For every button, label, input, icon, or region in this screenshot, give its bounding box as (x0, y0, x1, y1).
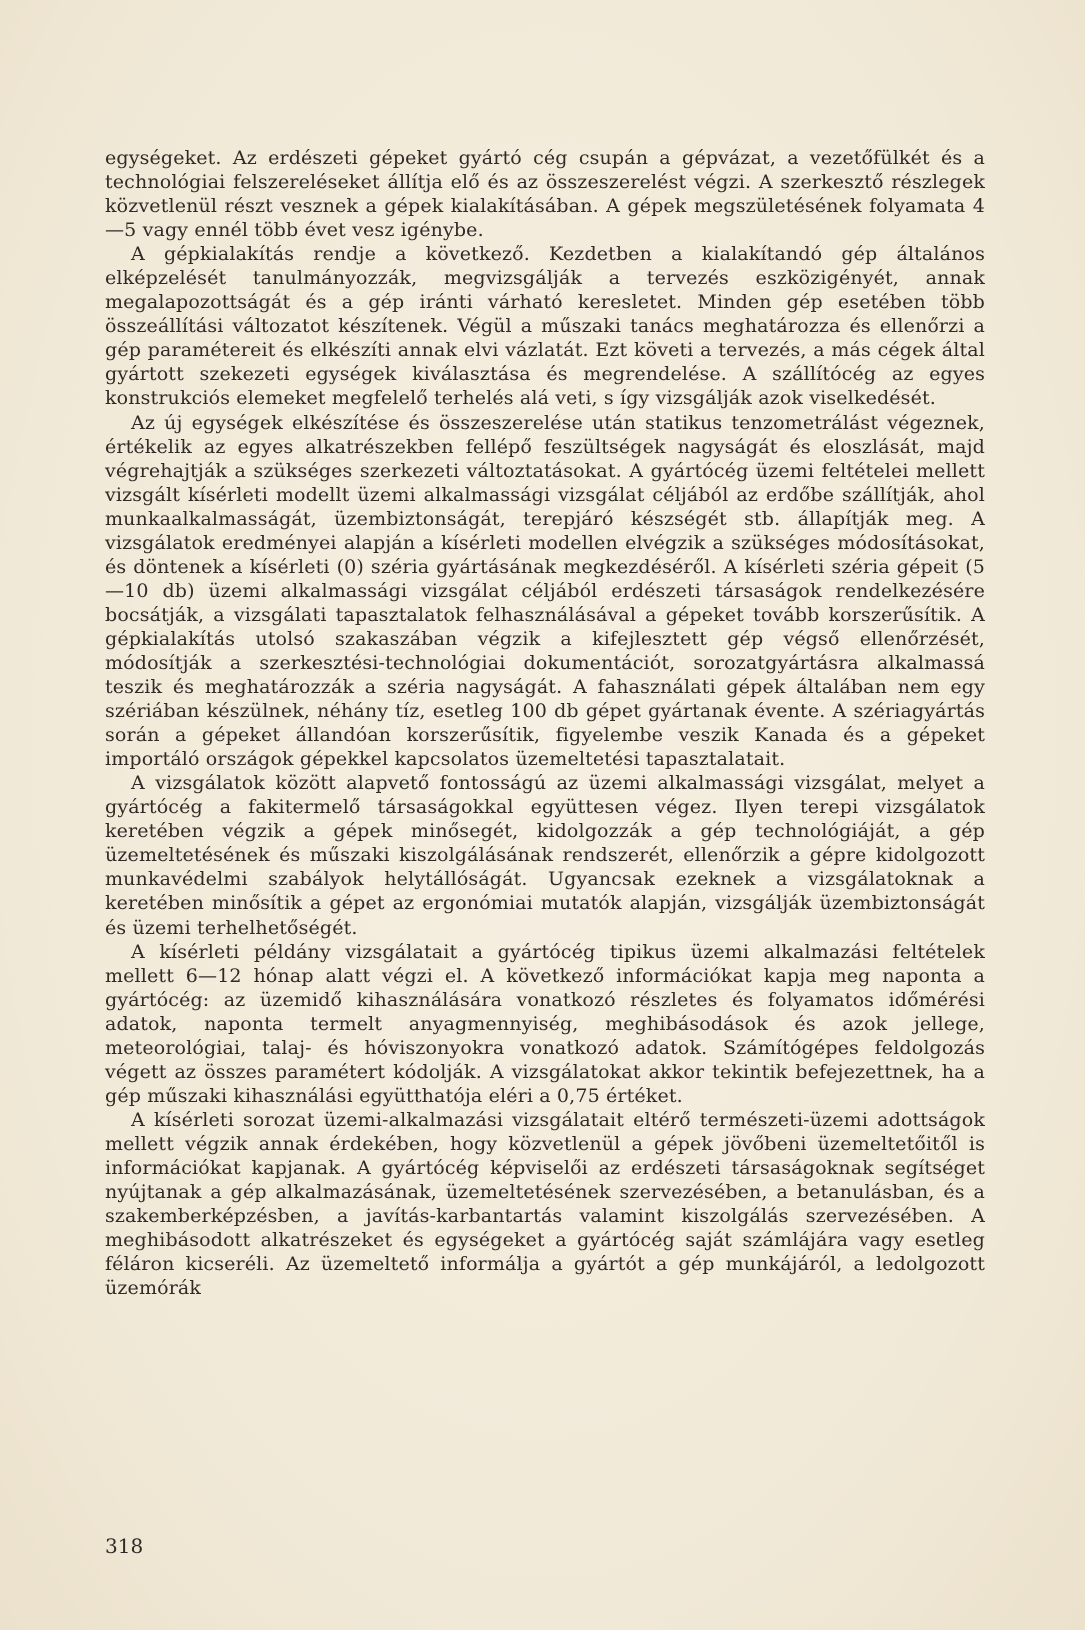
paragraph-1: egységeket. Az erdészeti gépeket gyártó cég csupán a gépvázat, a vezetőfülkét és a technológiai felszereléseket állítja elő és az összeszerelést végzi. A szerkesztő részlegek közvetlenül részt vesznek a gépek kialakításában. A gépek megszületésének folyamata 4—5 vagy ennél több évet vesz igénybe. (105, 147, 985, 242)
paragraph-6: A kísérleti sorozat üzemi-alkalmazási vizsgálatait eltérő természeti-üzemi adottságok mellett végzik annak érdekében, hogy közvetlenül a gépek jövőbeni üzemeltetőitől is információkat kapjanak. A gyártócég képviselői az erdészeti társaságoknak segítséget nyújtanak a gép alkalmazásának, üzemeltetésének szervezésében, a betanulásban, és a szakemberképzésben, a javítás-karbantartás valamint kiszolgálás szervezésében. A meghibásodott alkatrészeket és egységeket a gyártócég saját számlájára vagy esetleg féláron kicseréli. Az üzemeltető informálja a gyártót a gép munkájáról, a ledolgozott üzemórák (105, 1108, 985, 1300)
paragraph-4: A vizsgálatok között alapvető fontosságú az üzemi alkalmassági vizsgálat, melyet a gyártócég a fakitermelő társaságokkal együttesen végez. Ilyen terepi vizsgálatok keretében végzik a gépek minősegét, kidolgozzák a gép technológiáját, a gép üzemeltetésének és műszaki kiszolgálásának rendszerét, ellenőrzik a gépre kidolgozott munkavédelmi szabályok helytállóságát. Ugyancsak ezeknek a vizsgálatoknak a keretében minősítik a gépet az ergonómiai mutatók alapján, vizsgálják üzembiztonságát és üzemi terhelhetőségét. (105, 772, 985, 939)
paragraph-3: Az új egységek elkészítése és összeszerelése után statikus tenzometrálást végeznek, értékelik az egyes alkatrészekben fellépő feszültségek nagyságát és eloszlását, majd végrehajtják a szükséges szerkezeti változtatásokat. A gyártócég üzemi feltételei mellett vizsgált kísérleti modellt üzemi alkalmassági vizsgálat céljából az erdőbe szállítják, ahol munkaalkalmasságát, üzembiztonságát, terepjáró készségét stb. állapítják meg. A vizsgálatok eredményei alapján a kísérleti modellen elvégzik a szükséges módosításokat, és döntenek a kísérleti (0) széria gyártásának megkezdéséről. A kísérleti széria gépeit (5—10 db) üzemi alkalmassági vizsgálat céljából erdészeti társaságok rendelkezésére bocsátják, a vizsgálati tapasztalatok felhasználásával a gépeket tovább korszerűsítik. A gépkialakítás utolsó szakaszában végzik a kifejlesztett gép végső ellenőrzését, módosítják a szerkesztési-technológiai dokumentációt, sorozatgyártásra alkalmassá teszik és meghatározzák a széria nagyságát. A fahasználati gépek általában nem egy szériában készülnek, néhány tíz, esetleg 100 db gépet gyártanak évente. A szériagyártás során a gépeket állandóan korszerűsítik, figyelembe veszik Kanada és a gépeket importáló országok gépekkel kapcsolatos üzemeltetési tapasztalatait. (105, 411, 985, 771)
paragraph-2: A gépkialakítás rendje a következő. Kezdetben a kialakítandó gép általános elképzelését tanulmányozzák, megvizsgálják a tervezés eszközigényét, annak megalapozottságát és a gép iránti várható keresletet. Minden gép esetében több összeállítási változatot készítenek. Végül a műszaki tanács meghatározza és ellenőrzi a gép paramétereit és elkészíti annak elvi vázlatát. Ezt követi a tervezés, a más cégek által gyártott szekezeti egységek kiválasztása és megrendelése. A szállítócég az egyes konstrukciós elemeket megfelelő terhelés alá veti, s így vizsgálják azok viselkedését. (105, 243, 985, 410)
paragraph-5: A kísérleti példány vizsgálatait a gyártócég tipikus üzemi alkalmazási feltételek mellett 6—12 hónap alatt végzi el. A következő információkat kapja meg naponta a gyártócég: az üzemidő kihasználására vonatkozó részletes és folyamatos időmérési adatok, naponta termelt anyagmennyiség, meghibásodások és azok jellege, meteorológiai, talaj- és hóviszonyokra vonatkozó adatok. Számítógépes feldolgozás végett az összes paramétert kódolják. A vizsgálatokat akkor tekintik befejezettnek, ha a gép műszaki kihasználási együtthatója eléri a 0,75 értéket. (105, 940, 985, 1107)
page-number: 318 (105, 1534, 144, 1558)
body-text (105, 146, 985, 1300)
